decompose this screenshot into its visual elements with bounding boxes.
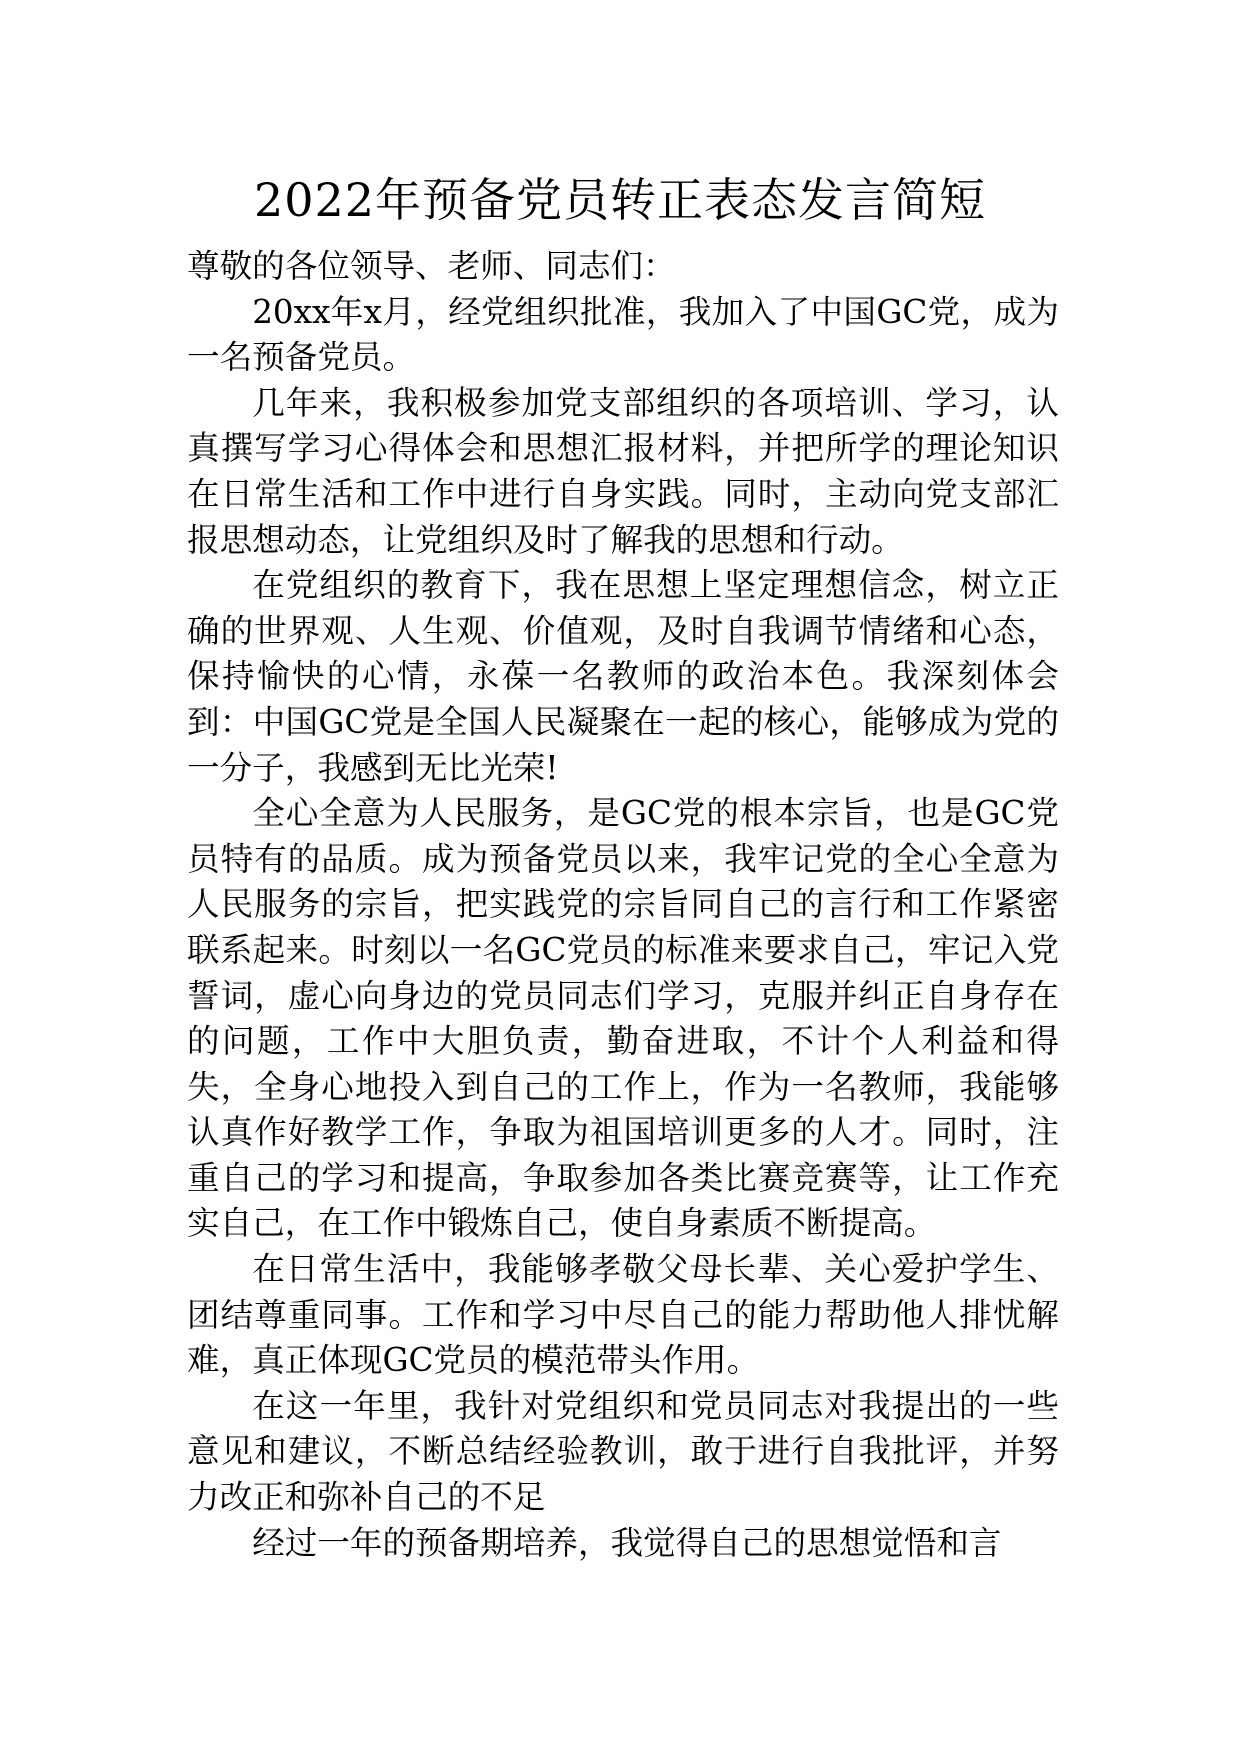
paragraph-4: 全心全意为人民服务，是GC党的根本宗旨，也是GC党员特有的品质。成为预备党员以来，我牢记党的全心全意为人民服务的宗旨，把实践党的宗旨同自己的言行和工作紧密联系起来。时刻以一名GC党员的标准来要求自己，牢记入党誓词，虚心向身边的党员同志们学习，克服并纠正自身存在的问题，工作中大胆负责，勤奋进取，不计个人利益和得失，全身心地投入到自己的工作上，作为一名教师，我能够认真作好教学工作，争取为祖国培训更多的人才。同时，注重自己的学习和提高，争取参加各类比赛竞赛等，让工作充实自己，在工作中锻炼自己，使自身素质不断提高。 [187,794,1059,1243]
document-body [187,244,1059,1566]
paragraph-6: 在这一年里，我针对党组织和党员同志对我提出的一些意见和建议，不断总结经验教训，敢于进行自我批评，并努力改正和弥补自己的不足 [187,1386,1059,1517]
paragraph-5: 在日常生活中，我能够孝敬父母长辈、关心爱护学生、团结尊重同事。工作和学习中尽自己的能力帮助他人排忧解难，真正体现GC党员的模范带头作用。 [187,1250,1059,1380]
paragraph-3: 在党组织的教育下，我在思想上坚定理想信念，树立正确的世界观、人生观、价值观，及时自我调节情绪和心态，保持愉快的心情，永葆一名教师的政治本色。我深刻体会到：中国GC党是全国人民凝聚在一起的核心，能够成为党的一分子，我感到无比光荣! [187,566,1059,787]
salutation: 尊敬的各位领导、老师、同志们： [187,247,676,285]
paragraph-2: 几年来，我积极参加党支部组织的各项培训、学习，认真撰写学习心得体会和思想汇报材料，并把所学的理论知识在日常生活和工作中进行自身实践。同时，主动向党支部汇报思想动态，让党组织及时了解我的思想和行动。 [187,383,1059,559]
paragraph-1: 20xx年x月，经党组织批准，我加入了中国GC党，成为一名预备党员。 [187,292,1059,377]
document-title: 2022年预备党员转正表态发言简短 [253,173,987,227]
paragraph-7: 经过一年的预备期培养，我觉得自己的思想觉悟和言 [252,1523,1002,1562]
